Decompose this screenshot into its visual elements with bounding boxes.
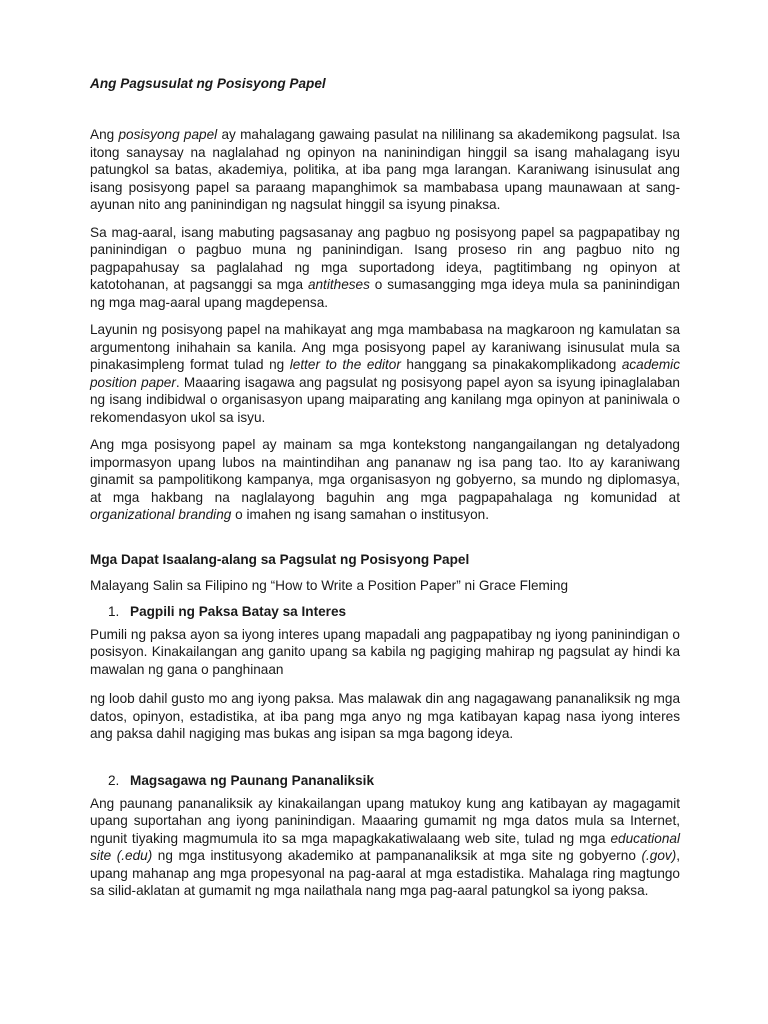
section-subtitle: Malayang Salin sa Filipino ng “How to Write a Position Paper” ni Grace Fleming (90, 577, 569, 593)
list-item-heading (108, 771, 680, 791)
paragraph-research (90, 795, 680, 900)
emphasis-text: posisyong papel (118, 127, 218, 142)
paragraph-topic-b: ng loob dahil gusto mo ang iyong paksa. Mas malawak din ang nagagawang pananaliksik ng mga datos, opinyon, estadistika, at iba pang mga anyo ng mga katibayan kapag nasa iyong interes ang paksa dahil nagiging mas bukas ang isipan sa mga bagong ideya. (90, 691, 680, 741)
paragraph-topic-a: Pumili ng paksa ayon sa iyong interes upang mapadali ang pagpapatibay ng iyong paninindigan o posisyon. Kinakailangan ang ganito upang sa kabila ng pagiging mahirap ng pagsulat ay hindi ka mawalan ng gana o panghinaan (90, 626, 680, 677)
document-title: Ang Pagsusulat ng Posisyong Papel (90, 76, 326, 91)
paragraph-purpose (90, 321, 680, 426)
paragraph-intro (90, 126, 680, 214)
emphasis-text: academic position paper (90, 357, 680, 390)
paragraph-text: ng mga institusyong akademiko at pampananaliksik at mga site ng gobyerno (152, 848, 642, 863)
paragraph-text: o sumasangging mga ideya mula sa paninindigan ng mga mag-aaral upang magdepensa. (90, 277, 680, 310)
paragraph-context (90, 436, 680, 524)
paragraph-text: o imahen ng isang samahan o institusyon. (231, 507, 490, 522)
list-heading-text: Pagpili ng Paksa Batay sa Interes (130, 603, 347, 619)
emphasis-text: organizational branding (90, 507, 232, 522)
paragraph-text: . Maaaring isagawa ang pagsulat ng posisyong papel ayon sa isyung ipinaglalaban ng isang indibidwal o organisasyon upang maiparating ang kanilang mga opinyon at paniniwala o rekomendasyon ukol sa isyu. (90, 374, 680, 425)
emphasis-text: antitheses (307, 277, 370, 292)
paragraph-text: Layunin ng posisyong papel na mahikayat ang mga mambabasa na magkaroon ng kamulatan sa argumentong inihahain sa kanila. Ang mga posisyong papel ay karaniwang isinusulat mula sa pinakasimpleng format tulad ng (90, 322, 680, 372)
paragraph-text: hanggang sa pinakakomplikadong (400, 357, 622, 372)
paragraph-text: Ang (90, 127, 119, 142)
paragraph-text: Sa mag-aaral, isang mabuting pagsasanay ang pagbuo ng posisyong papel sa pagpapatibay ng paninindigan o pagbuo muna ng paninindigan. Isang proseso rin ang pagbuo nito ng pagpapahusay sa paglalahad ng mga suportadong ideya, pagtitimbang ng opinyon at katotohanan, at pagsanggi sa mga (90, 224, 680, 292)
list-heading-text: Magsagawa ng Paunang Pananaliksik (130, 772, 375, 788)
emphasis-text: (.gov) (641, 848, 677, 863)
emphasis-text: educational site (.edu) (90, 830, 680, 863)
emphasis-text: letter to the editor (289, 357, 401, 372)
paragraph-student (90, 224, 680, 312)
list-number: 1. (108, 603, 120, 619)
list-item-heading (108, 602, 680, 622)
paragraph-text: Ang mga posisyong papel ay mainam sa mga kontekstong nangangailangan ng detalyadong impormasyon upang lubos na maintindihan ang pananaw ng isa pang tao. Ito ay karaniwang ginamit sa pampolitikong kampanya, mga organisasyon ng gobyerno, sa mundo ng diplomasya, at mga hakbang na naglalayong baguhin ang mga pagpapahalaga ng komunidad at (90, 437, 680, 505)
list-number: 2. (108, 772, 120, 788)
paragraph-text: ay mahalagang gawaing pasulat na nililinang sa akademikong pagsulat. Isa itong sanaysay na naglalahad ng opinyon na naninindigan hinggil sa isang mahalagang isyu patungkol sa batas, akademiya, politika, at iba pang mga larangan. Karaniwang isinusulat ang isang posisyong papel sa paraang mapanghimok sa mambabasa upang maunawaan at sang-ayunan nito ang paninindigan ng nagsulat hinggil sa isyung pinaksa. (90, 127, 680, 212)
paragraph-text: , upang mahanap ang mga propesyonal na pag-aaral at mga estadistika. Mahalaga ring magtungo sa silid-aklatan at gumamit ng mga nailathala nang mga pag-aaral patungkol sa iyong paksa. (90, 848, 680, 898)
section-title: Mga Dapat Isaalang-alang sa Pagsulat ng Posisyong Papel (90, 551, 470, 567)
paragraph-text: Ang paunang pananaliksik ay kinakailangan upang matukoy kung ang katibayan ay magagamit upang suportahan ang iyong paninindigan. Maaaring gumamit ng mga datos mula sa Internet, ngunit tiyaking magmumula ito sa mga mapagkakatiwalaang web site, tulad ng mga (90, 795, 680, 846)
